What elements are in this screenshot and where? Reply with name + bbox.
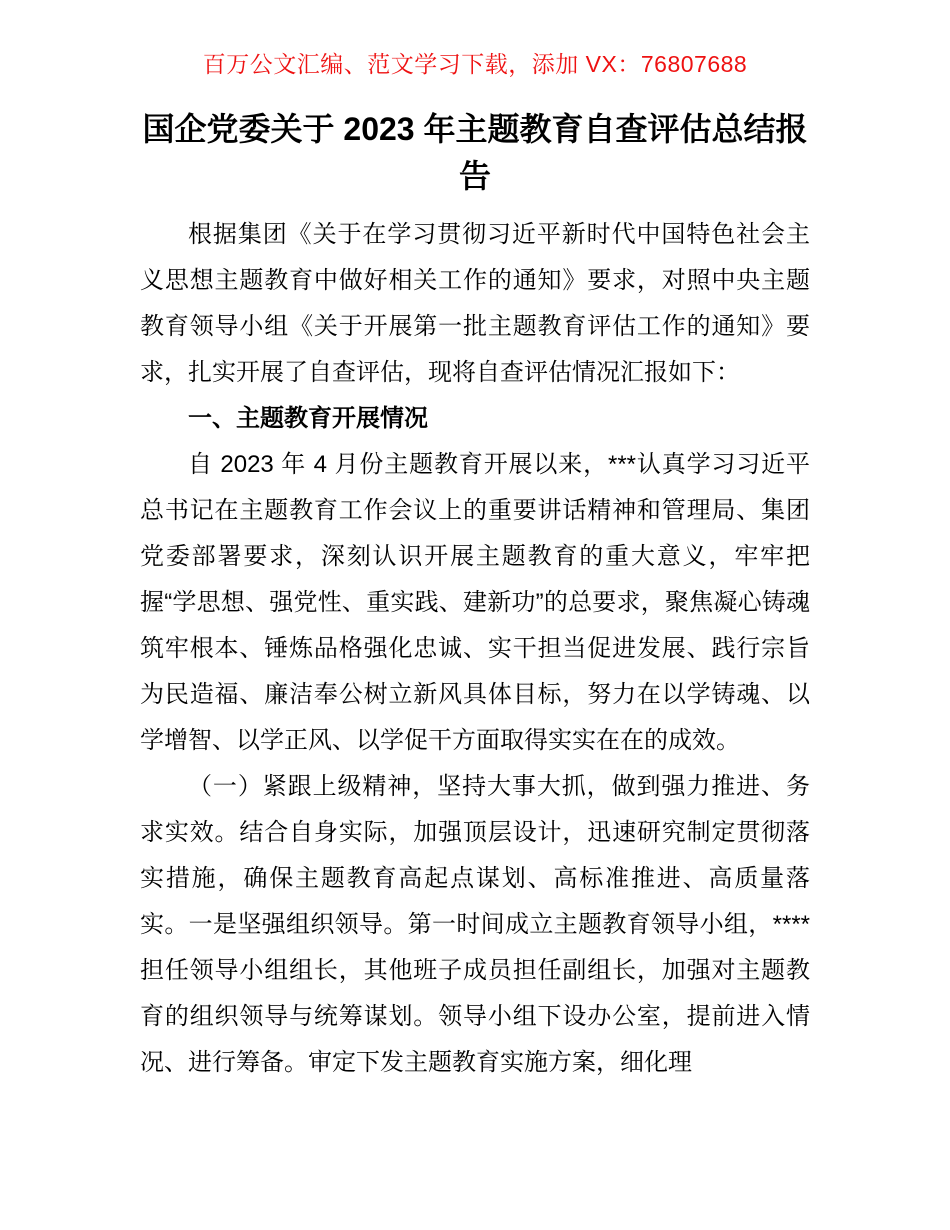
paragraph-subsection-1: （一）紧跟上级精神，坚持大事大抓，做到强力推进、务求实效。结合自身实际，加强顶层设计，迅速研究制定贯彻落实措施，确保主题教育高起点谋划、高标准推进、高质量落实。一是坚强组织领导。第一时间成立主题教育领导小组，****担任领导小组组长，其他班子成员担任副组长，加强对主题教育的组织领导与统筹谋划。领导小组下设办公室，提前进入情况、进行筹备。审定下发主题教育实施方案，细化理	[140, 773, 810, 1076]
document-title: 国企党委关于 2023 年主题教育自查评估总结报告	[142, 111, 808, 194]
section-heading-1: 一、主题教育开展情况	[188, 405, 428, 432]
paragraph-intro: 根据集团《关于在学习贯彻习近平新时代中国特色社会主义思想主题教育中做好相关工作的通知》要求，对照中央主题教育领导小组《关于开展第一批主题教育评估工作的通知》要求，扎实开展了自查评估，现将自查评估情况汇报如下：	[140, 221, 810, 386]
document-body	[140, 212, 810, 1086]
paragraph-overview: 自 2023 年 4 月份主题教育开展以来，***认真学习习近平总书记在主题教育工作会议上的重要讲话精神和管理局、集团党委部署要求，深刻认识开展主题教育的重大意义，牢牢把握“学思想、强党性、重实践、建新功”的总要求，聚焦凝心铸魂筑牢根本、锤炼品格强化忠诚、实干担当促进发展、践行宗旨为民造福、廉洁奉公树立新风具体目标，努力在以学铸魂、以学增智、以学正风、以学促干方面取得实实在在的成效。	[140, 451, 810, 754]
promo-banner: 百万公文汇编、范文学习下载，添加 VX：76807688	[202, 51, 748, 77]
